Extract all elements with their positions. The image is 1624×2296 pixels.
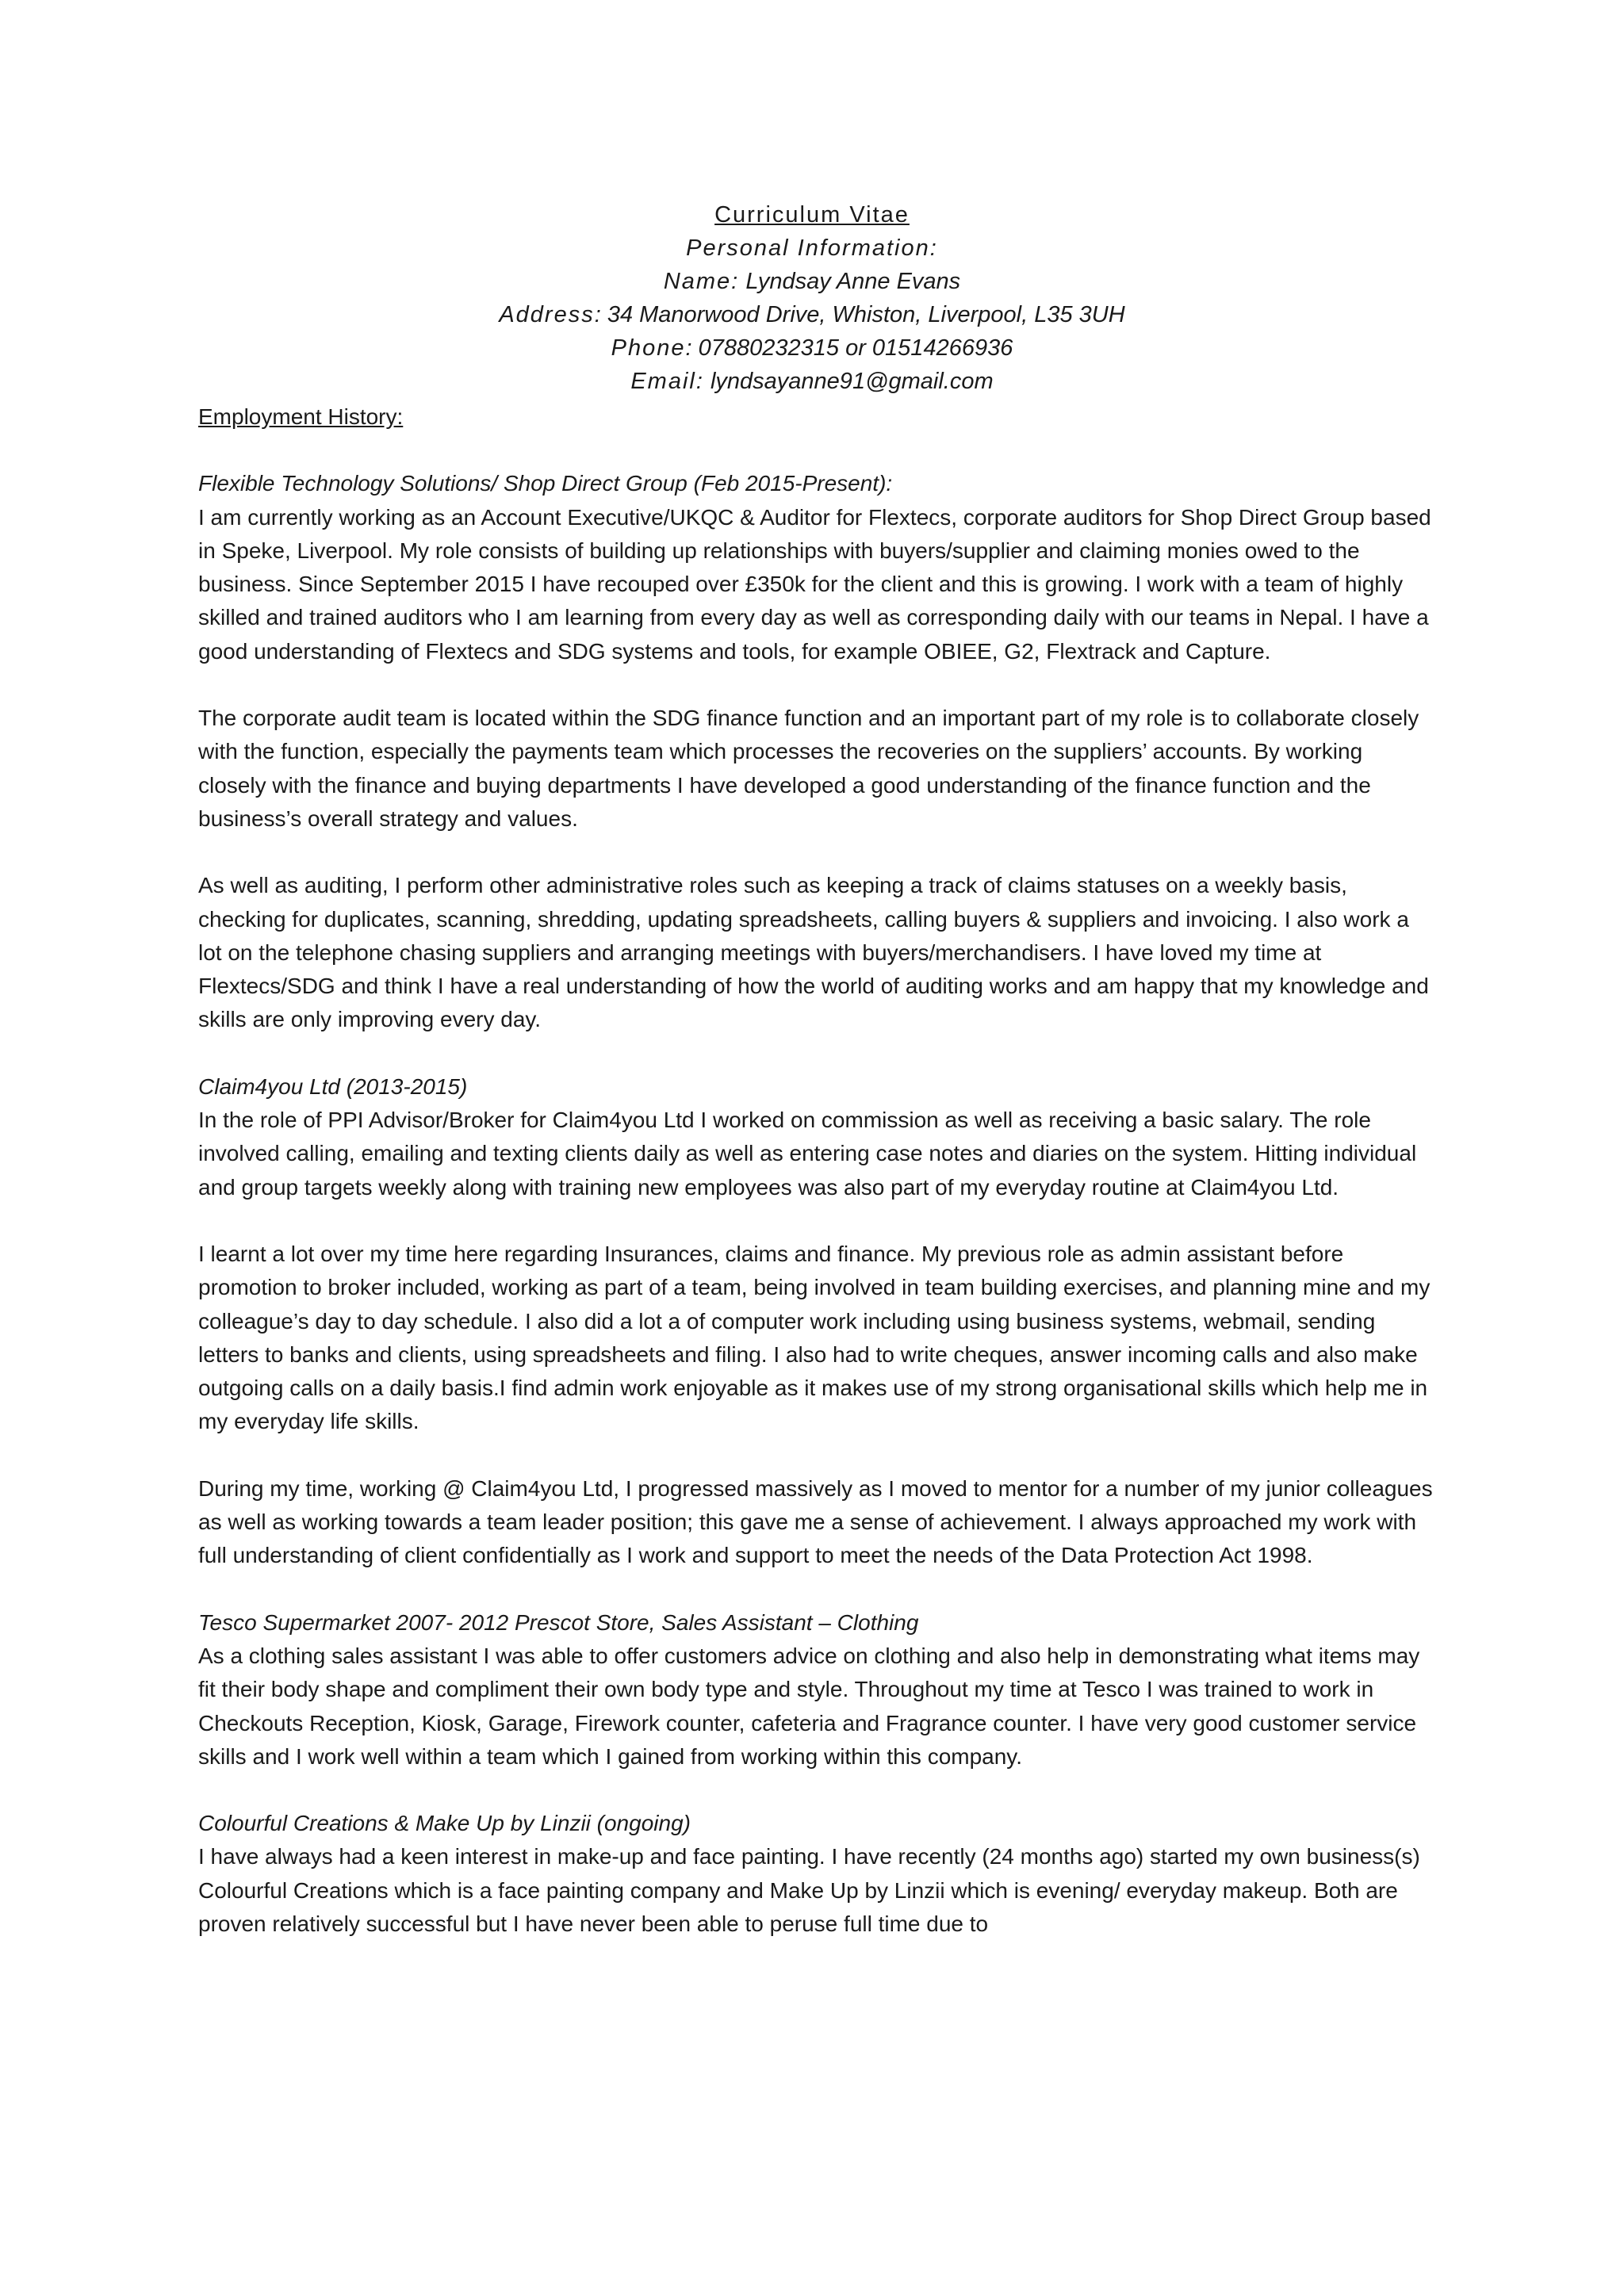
phone-label: Phone	[611, 335, 686, 361]
job-section	[198, 467, 1435, 1036]
job-paragraph: As a clothing sales assistant I was able to offer customers advice on clothing and also help in demonstrating what items may fit their body shape and compliment their own body type and style. Throughout my time at Tesco I was trained to work in Checkouts Reception, Kiosk, Garage, Firework counter, cafeteria and Fragrance counter. I have very good customer service skills and I work well within a team which I gained from working within this company.	[198, 1643, 1420, 1769]
cv-header	[0, 198, 1624, 398]
cv-title: Curriculum Vitae	[714, 202, 910, 228]
job-section	[198, 1807, 1435, 1941]
job-title: Flexible Technology Solutions/ Shop Direct Group (Feb 2015-Present):	[198, 471, 893, 496]
job-paragraph: I have always had a keen interest in make-up and face painting. I have recently (24 months ago) started my own business(s) Colourful Creations which is a face painting company and Make Up by Linzii which is evening/ everyday makeup. Both are proven relatively successful but I have never been able to peruse full time due to	[198, 1844, 1420, 1936]
email-value: lyndsayanne91@gmail.com	[710, 369, 994, 394]
phone-line	[0, 331, 1624, 365]
personal-information-heading: Personal Information:	[686, 235, 938, 261]
job-paragraph: As well as auditing, I perform other administrative roles such as keeping a track of claims statuses on a weekly basis, checking for duplicates, scanning, shredding, updating spreadsheets, calling buyers & suppliers and invoicing. I also work a lot on the telephone chasing suppliers and arranging meetings with buyers/merchandisers. I have loved my time at Flextecs/SDG and think I have a real understanding of how the world of auditing works and am happy that my knowledge and skills are only improving every day.	[198, 873, 1429, 1032]
address-label: Address	[499, 302, 595, 327]
job-section	[198, 1606, 1435, 1774]
job-title: Colourful Creations & Make Up by Linzii (ongoing)	[198, 1811, 691, 1836]
cv-body	[198, 400, 1435, 1941]
address-line	[0, 298, 1624, 331]
job-title: Tesco Supermarket 2007- 2012 Prescot Store, Sales Assistant – Clothing	[198, 1609, 919, 1635]
name-value: Lyndsay Anne Evans	[745, 269, 961, 294]
name-line	[0, 265, 1624, 298]
job-title: Claim4you Ltd (2013-2015)	[198, 1073, 468, 1099]
phone-value: : 07880232315 or 01514266936	[685, 335, 1013, 361]
job-paragraph: In the role of PPI Advisor/Broker for Claim4you Ltd I worked on commission as well as receiving a basic salary. The role involved calling, emailing and texting clients daily as well as entering case notes and diaries on the system. Hitting individual and group targets weekly along with training new employees was also part of my everyday routine at Claim4you Ltd.	[198, 1108, 1417, 1200]
employment-history-heading: Employment History:	[198, 404, 404, 429]
name-label: Name:	[663, 269, 740, 294]
job-paragraph: I am currently working as an Account Executive/UKQC & Auditor for Flextecs, corporate auditors for Shop Direct Group based in Speke, Liverpool. My role consists of building up relationships with buyers/supplier and claiming monies owed to the business. Since September 2015 I have recouped over £350k for the client and this is growing. I work with a team of highly skilled and trained auditors who I am learning from every day as well as corresponding daily with our teams in Nepal. I have a good understanding of Flextecs and SDG systems and tools, for example OBIEE, G2, Flextrack and Capture.	[198, 504, 1431, 664]
email-label: Email:	[630, 369, 704, 394]
job-paragraph: During my time, working @ Claim4you Ltd, I progressed massively as I moved to mentor for a number of my junior colleagues as well as working towards a team leader position; this gave me a sense of achievement. I always approached my work with full understanding of client confidentially as I work and support to meet the needs of the Data Protection Act 1998.	[198, 1475, 1433, 1568]
address-value: : 34 Manorwood Drive, Whiston, Liverpool, L35 3UH	[594, 302, 1125, 327]
job-paragraph: The corporate audit team is located within the SDG finance function and an important part of my role is to collaborate closely with the function, especially the payments team which processes the recoveries on the suppliers’ accounts. By working closely with the finance and buying departments I have developed a good understanding of the finance function and the business’s overall strategy and values.	[198, 706, 1419, 831]
job-section	[198, 1070, 1435, 1573]
email-line	[0, 365, 1624, 398]
job-paragraph: I learnt a lot over my time here regarding Insurances, claims and finance. My previous role as admin assistant before promotion to broker included, working as part of a team, being involved in team building exercises, and planning mine and my colleague’s day to day schedule. I also did a lot a of computer work including using business systems, webmail, sending letters to banks and clients, using spreadsheets and filing. I also had to write cheques, answer incoming calls and also make outgoing calls on a daily basis.I find admin work enjoyable as it makes use of my strong organisational skills which help me in my everyday life skills.	[198, 1241, 1431, 1434]
